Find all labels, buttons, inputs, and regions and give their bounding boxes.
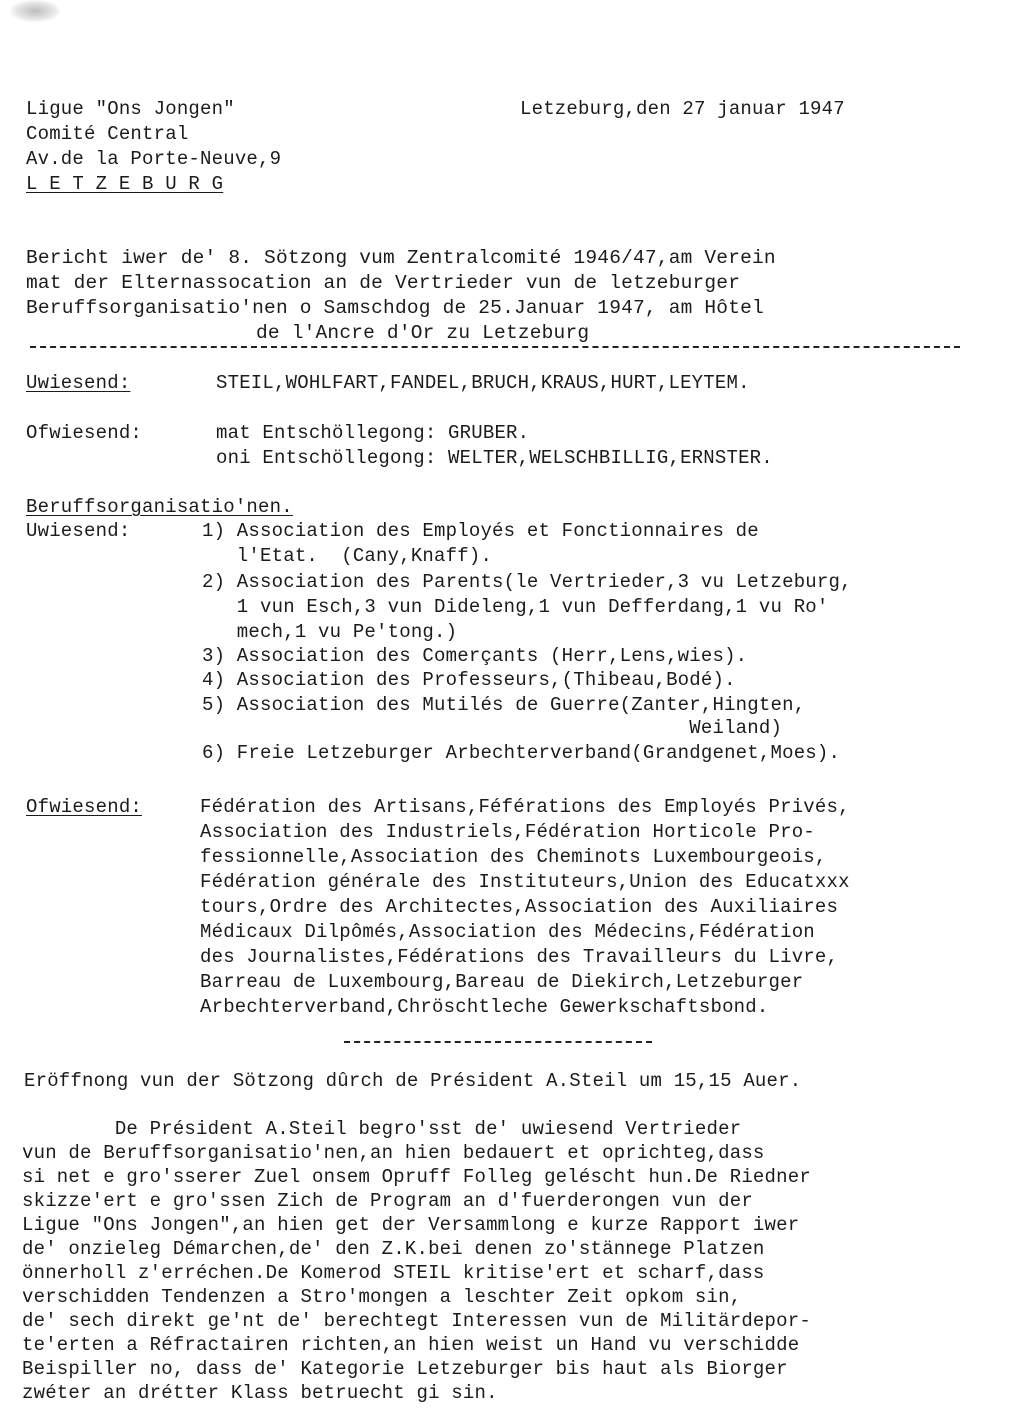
organisation-line: 5) Association des Mutilés de Guerre(Zanter,Hingten, bbox=[202, 694, 806, 716]
sender-line-4: L E T Z E B U R G bbox=[26, 173, 224, 195]
organisation-line: Weiland) bbox=[202, 717, 783, 739]
paragraph-line: Ligue "Ons Jongen",an hien get der Versammlong e kurze Rapport iwer bbox=[22, 1214, 800, 1236]
sender-line-1: Ligue "Ons Jongen" bbox=[26, 98, 235, 120]
organisation-line: 1 vun Esch,3 vun Dideleng,1 vun Defferdang,1 vu Ro' bbox=[202, 596, 829, 618]
title-line-1: Bericht iwer de' 8. Sötzong vum Zentralcomité 1946/47,am Verein bbox=[26, 247, 776, 269]
organisation-line: 3) Association des Comerçants (Herr,Lens,wies). bbox=[202, 645, 748, 667]
present-label: Uwiesend: bbox=[26, 372, 131, 394]
absent-organisation-line: Barreau de Luxembourg,Bareau de Diekirch,Letzeburger bbox=[200, 971, 804, 993]
absent-organisation-line: Fédération générale des Instituteurs,Union des Educatxxx bbox=[200, 871, 850, 893]
title-rule bbox=[30, 346, 960, 348]
organisation-line: mech,1 vu Pe'tong.) bbox=[202, 621, 458, 643]
title-line-4: de l'Ancre d'Or zu Letzeburg bbox=[256, 322, 590, 344]
organisation-line: l'Etat. (Cany,Knaff). bbox=[202, 545, 493, 567]
paragraph-line: verschidden Tendenzen a Stro'mongen a leschter Zeit opkom sin, bbox=[22, 1286, 742, 1308]
organisation-line: 6) Freie Letzeburger Arbechterverband(Grandgenet,Moes). bbox=[202, 742, 841, 764]
paragraph-line: önnerholl z'erréchen.De Komerod STEIL kritise'ert et scharf,dass bbox=[22, 1262, 765, 1284]
paragraph-line: de' onzieleg Démarchen,de' den Z.K.bei denen zo'stännege Platzen bbox=[22, 1238, 765, 1260]
absent-organisation-line: Médicaux Dilpômés,Association des Médecins,Fédération bbox=[200, 921, 815, 943]
ink-smudge bbox=[10, 0, 60, 22]
paragraph-line: de' sech direkt ge'nt de' berechtegt Interessen vun de Militärdepor- bbox=[22, 1310, 811, 1332]
absent-organisation-line: Fédération des Artisans,Féférations des Employés Privés, bbox=[200, 796, 850, 818]
absent-organisation-line: des Journalistes,Fédérations des Travailleurs du Livre, bbox=[200, 946, 839, 968]
section-rule bbox=[344, 1041, 652, 1043]
sender-line-3: Av.de la Porte-Neuve,9 bbox=[26, 148, 282, 170]
organisation-line: 4) Association des Professeurs,(Thibeau,Bodé). bbox=[202, 669, 736, 691]
paragraph-line: De Président A.Steil begro'sst de' uwiesend Vertrieder bbox=[22, 1118, 742, 1140]
organisations-absent-label: Ofwiesend: bbox=[26, 796, 143, 818]
absent-organisation-line: Arbechterverband,Chröschtleche Gewerkschaftsbond. bbox=[200, 996, 769, 1018]
title-line-2: mat der Elternassocation an de Vertrieder vun de letzeburger bbox=[26, 272, 741, 294]
sender-line-2: Comité Central bbox=[26, 123, 189, 145]
title-line-3: Beruffsorganisatio'nen o Samschdog de 25.Januar 1947, am Hôtel bbox=[26, 297, 764, 319]
paragraph-line: si net e gro'sserer Zuel onsem Opruff Folleg geléscht hun.De Riedner bbox=[22, 1166, 811, 1188]
date-line: Letzeburg,den 27 januar 1947 bbox=[520, 98, 845, 120]
organisations-present-label: Uwiesend: bbox=[26, 520, 131, 542]
absent-organisation-line: fessionnelle,Association des Cheminots Luxembourgeois, bbox=[200, 846, 827, 868]
present-names: STEIL,WOHLFART,FANDEL,BRUCH,KRAUS,HURT,LEYTEM. bbox=[216, 372, 750, 394]
absent-unexcused: oni Entschöllegong: WELTER,WELSCHBILLIG,ERNSTER. bbox=[216, 447, 773, 469]
paragraph-line: te'erten a Réfractairen richten,an hien weist un Hand vu verschidde bbox=[22, 1334, 800, 1356]
opening-line: Eröffnong vun der Sötzong dûrch de Président A.Steil um 15,15 Auer. bbox=[24, 1070, 802, 1092]
paragraph-line: Beispiller no, dass de' Kategorie Letzeburger bis haut als Biorger bbox=[22, 1358, 788, 1380]
absent-label: Ofwiesend: bbox=[26, 422, 143, 444]
paragraph-line: vun de Beruffsorganisatio'nen,an hien bedauert et oprichteg,dass bbox=[22, 1142, 765, 1164]
paragraph-line: zwéter an drétter Klass betruecht gi sin. bbox=[22, 1382, 498, 1404]
absent-organisation-line: Association des Industriels,Fédération Horticole Pro- bbox=[200, 821, 815, 843]
organisation-line: 1) Association des Employés et Fonctionnaires de bbox=[202, 520, 759, 542]
paragraph-line: skizze'ert e gro'ssen Zich de Program an d'fuerderongen vun der bbox=[22, 1190, 753, 1212]
organisation-line: 2) Association des Parents(le Vertrieder,3 vu Letzeburg, bbox=[202, 571, 852, 593]
absent-organisation-line: tours,Ordre des Architectes,Association des Auxiliaires bbox=[200, 896, 839, 918]
absent-excused: mat Entschöllegong: GRUBER. bbox=[216, 422, 530, 444]
organisations-heading: Beruffsorganisatio'nen. bbox=[26, 496, 293, 518]
